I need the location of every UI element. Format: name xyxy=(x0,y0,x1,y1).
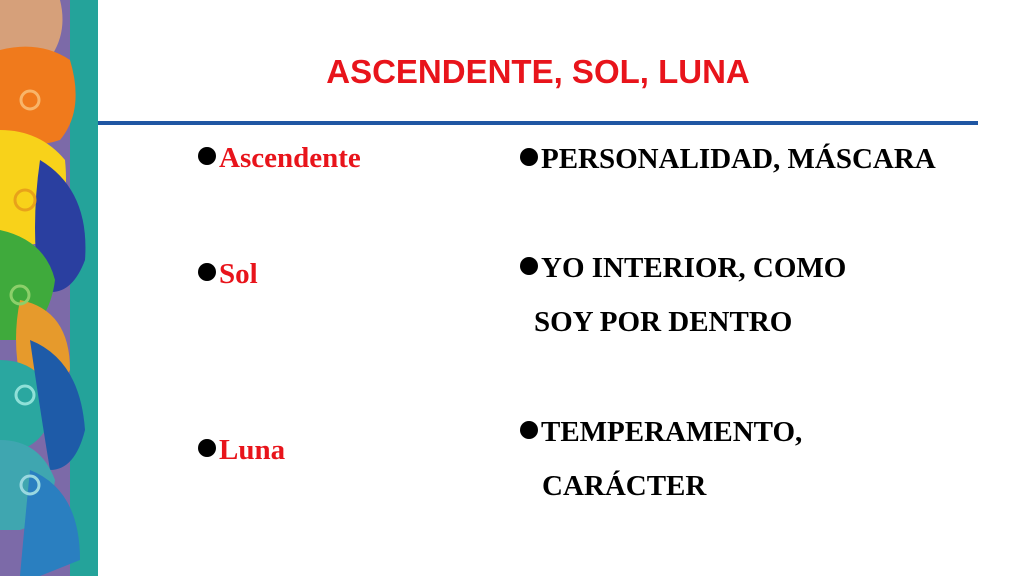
left-item-label: Sol xyxy=(219,258,258,290)
left-item-label: Ascendente xyxy=(219,142,361,174)
mandala-artwork xyxy=(0,0,98,576)
left-item-luna xyxy=(198,432,285,468)
bullet-icon xyxy=(198,263,216,281)
left-column xyxy=(198,0,488,576)
right-item-yo-interior xyxy=(520,250,846,286)
bullet-icon xyxy=(520,421,538,439)
right-item-temperamento xyxy=(520,414,802,450)
right-item-line2: SOY POR DENTRO xyxy=(534,306,793,338)
bullet-icon xyxy=(520,148,538,166)
right-item-line2: CARÁCTER xyxy=(542,470,707,502)
bullet-icon xyxy=(198,439,216,457)
right-column xyxy=(520,0,1010,576)
left-item-ascendente xyxy=(198,140,361,176)
right-item-personalidad xyxy=(520,141,936,177)
left-item-sol xyxy=(198,256,258,292)
right-item-line1: YO INTERIOR, COMO xyxy=(541,252,847,284)
bullet-icon xyxy=(198,147,216,165)
right-item-line1: TEMPERAMENTO, xyxy=(541,416,803,448)
left-item-label: Luna xyxy=(219,434,286,466)
slide-title: ASCENDENTE, SOL, LUNA xyxy=(326,53,750,90)
bullet-icon xyxy=(520,257,538,275)
right-item-line1: PERSONALIDAD, MÁSCARA xyxy=(541,143,936,175)
